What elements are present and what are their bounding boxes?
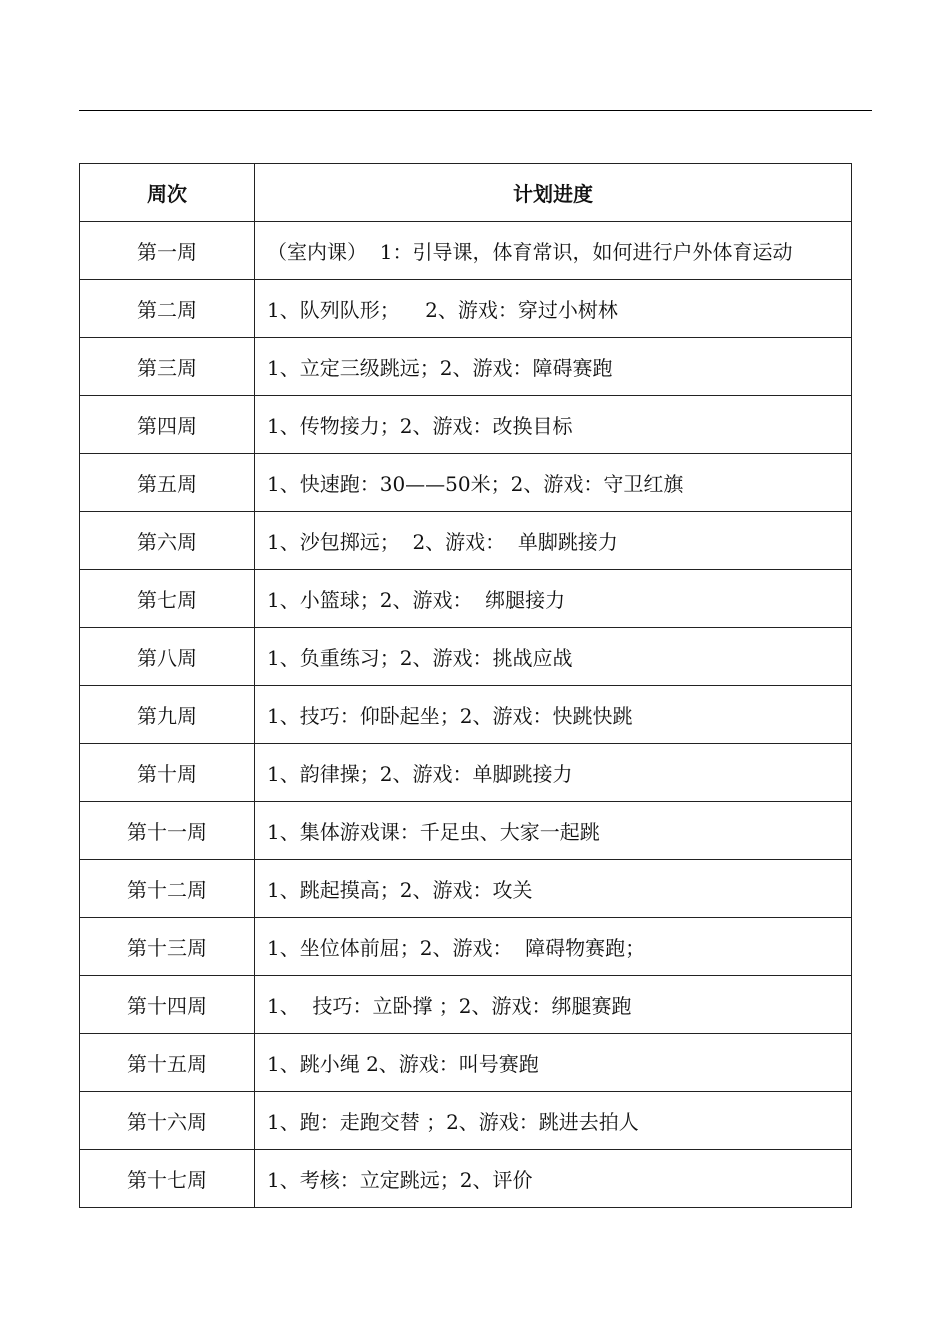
table-header-row <box>80 164 852 222</box>
plan-cell: 1、负重练习；2、游戏：挑战应战 <box>255 628 852 686</box>
week-cell: 第十六周 <box>80 1092 255 1150</box>
week-cell: 第五周 <box>80 454 255 512</box>
table-row <box>80 1092 852 1150</box>
table-row <box>80 802 852 860</box>
table-row <box>80 918 852 976</box>
plan-table <box>79 163 852 1208</box>
plan-cell: 1、小篮球；2、游戏： 绑腿接力 <box>255 570 852 628</box>
plan-column-header: 计划进度 <box>255 164 852 222</box>
table-row <box>80 512 852 570</box>
table-row <box>80 1150 852 1208</box>
plan-cell: 1、快速跑：30——50米；2、游戏：守卫红旗 <box>255 454 852 512</box>
week-cell: 第十四周 <box>80 976 255 1034</box>
table-row <box>80 628 852 686</box>
week-cell: 第九周 <box>80 686 255 744</box>
plan-cell: 1、集体游戏课：千足虫、大家一起跳 <box>255 802 852 860</box>
week-cell: 第十七周 <box>80 1150 255 1208</box>
week-cell: 第三周 <box>80 338 255 396</box>
plan-cell: 1、沙包掷远； 2、游戏： 单脚跳接力 <box>255 512 852 570</box>
table-row <box>80 686 852 744</box>
table-body <box>80 222 852 1208</box>
plan-cell: 1、立定三级跳远；2、游戏：障碍赛跑 <box>255 338 852 396</box>
table-row <box>80 222 852 280</box>
table-row <box>80 976 852 1034</box>
week-cell: 第六周 <box>80 512 255 570</box>
header-rule <box>79 110 872 111</box>
plan-cell: 1、考核：立定跳远；2、评价 <box>255 1150 852 1208</box>
plan-cell: （室内课） 1：引导课，体育常识，如何进行户外体育运动 <box>255 222 852 280</box>
week-cell: 第一周 <box>80 222 255 280</box>
week-cell: 第七周 <box>80 570 255 628</box>
plan-cell: 1、 技巧：立卧撑 ；2、游戏：绑腿赛跑 <box>255 976 852 1034</box>
plan-cell: 1、坐位体前屈；2、游戏： 障碍物赛跑； <box>255 918 852 976</box>
table-row <box>80 280 852 338</box>
table-row <box>80 744 852 802</box>
table-row <box>80 860 852 918</box>
table-row <box>80 1034 852 1092</box>
week-cell: 第十一周 <box>80 802 255 860</box>
plan-cell: 1、跳起摸高；2、游戏：攻关 <box>255 860 852 918</box>
week-cell: 第十三周 <box>80 918 255 976</box>
plan-cell: 1、技巧：仰卧起坐；2、游戏：快跳快跳 <box>255 686 852 744</box>
week-column-header: 周次 <box>80 164 255 222</box>
plan-cell: 1、跳小绳 2、游戏：叫号赛跑 <box>255 1034 852 1092</box>
week-cell: 第四周 <box>80 396 255 454</box>
week-cell: 第八周 <box>80 628 255 686</box>
plan-cell: 1、跑：走跑交替 ；2、游戏：跳进去拍人 <box>255 1092 852 1150</box>
table-row <box>80 338 852 396</box>
week-cell: 第二周 <box>80 280 255 338</box>
table-row <box>80 396 852 454</box>
week-cell: 第十周 <box>80 744 255 802</box>
table-row <box>80 570 852 628</box>
week-cell: 第十二周 <box>80 860 255 918</box>
week-cell: 第十五周 <box>80 1034 255 1092</box>
plan-cell: 1、韵律操；2、游戏：单脚跳接力 <box>255 744 852 802</box>
plan-cell: 1、传物接力；2、游戏：改换目标 <box>255 396 852 454</box>
table-row <box>80 454 852 512</box>
plan-cell: 1、队列队形； 2、游戏：穿过小树林 <box>255 280 852 338</box>
